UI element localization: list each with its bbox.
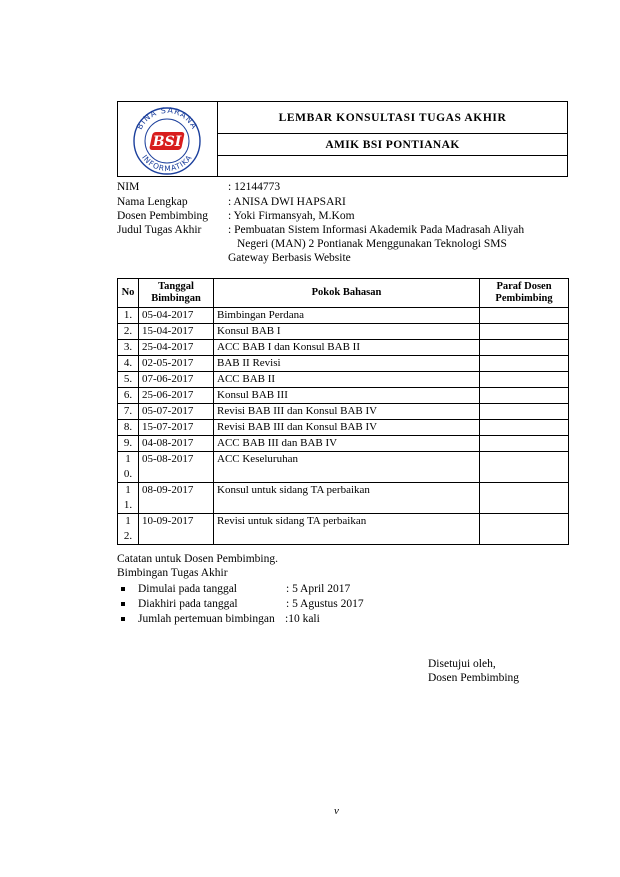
bsi-logo <box>127 103 207 175</box>
row-no: 9. <box>118 436 139 452</box>
row-date: 10-09-2017 <box>139 514 214 545</box>
table-row <box>118 436 569 452</box>
row-no: 4. <box>118 356 139 372</box>
row-signature <box>480 308 569 324</box>
row-no: 3. <box>118 340 139 356</box>
row-date: 15-04-2017 <box>139 324 214 340</box>
institution-name: AMIK BSI PONTIANAK <box>218 134 567 156</box>
table-row <box>118 340 569 356</box>
info-value-title: : Pembuatan Sistem Informasi Akademik Pada Madrasah Aliyah <box>228 224 525 236</box>
info-value-advisor: : Yoki Firmansyah, M.Kom <box>228 210 355 222</box>
table-row <box>118 324 569 340</box>
row-date: 25-04-2017 <box>139 340 214 356</box>
table-row <box>118 372 569 388</box>
info-value-nim: : 12144773 <box>228 181 281 193</box>
info-value-name: : ANISA DWI HAPSARI <box>228 196 346 208</box>
row-topic: ACC Keseluruhan <box>214 452 480 483</box>
notes-line1: Catatan untuk Dosen Pembimbing. <box>117 553 278 565</box>
row-no <box>118 452 139 483</box>
row-topic: Konsul BAB I <box>214 324 480 340</box>
row-topic: Konsul BAB III <box>214 388 480 404</box>
row-no: 2. <box>118 324 139 340</box>
table-row <box>118 388 569 404</box>
row-date: 05-07-2017 <box>139 404 214 420</box>
col-header-topic: Pokok Bahasan <box>214 279 480 308</box>
bullet-label: Diakhiri pada tanggal <box>138 598 238 610</box>
col-header-no: No <box>118 279 139 308</box>
table-row <box>118 514 569 545</box>
row-signature <box>480 420 569 436</box>
info-label-name: Nama Lengkap <box>117 196 188 208</box>
bullet-value: : 5 Agustus 2017 <box>286 598 364 610</box>
row-topic: Bimbingan Perdana <box>214 308 480 324</box>
table-row <box>118 356 569 372</box>
doc-title: LEMBAR KONSULTASI TUGAS AKHIR <box>218 102 567 134</box>
row-no-line1: 1 <box>125 453 131 465</box>
row-date: 05-08-2017 <box>139 452 214 483</box>
page-number: v <box>334 805 339 817</box>
row-no: 6. <box>118 388 139 404</box>
row-date: 02-05-2017 <box>139 356 214 372</box>
logo-text-bottom: INFORMATIKA <box>140 152 194 174</box>
col-header-signature: Paraf Dosen Pembimbing <box>480 279 569 308</box>
row-no-line1: 1 <box>125 484 131 496</box>
row-no-line2: 1. <box>123 499 133 511</box>
row-topic: Revisi untuk sidang TA perbaikan <box>214 514 480 545</box>
logo-cell <box>118 102 218 176</box>
row-no <box>118 514 139 545</box>
info-value-title-cont2: Gateway Berbasis Website <box>228 252 351 264</box>
row-date: 15-07-2017 <box>139 420 214 436</box>
info-label-advisor: Dosen Pembimbing <box>117 210 209 222</box>
table-row <box>118 420 569 436</box>
bullet-icon <box>121 602 125 606</box>
bullet-icon <box>121 617 125 621</box>
row-date: 07-06-2017 <box>139 372 214 388</box>
row-signature <box>480 483 569 514</box>
row-no-line1: 1 <box>125 515 131 527</box>
row-no-line2: 2. <box>123 530 133 542</box>
row-signature <box>480 436 569 452</box>
table-row <box>118 483 569 514</box>
row-signature <box>480 356 569 372</box>
info-label-title: Judul Tugas Akhir <box>117 224 202 236</box>
row-topic: Revisi BAB III dan Konsul BAB IV <box>214 404 480 420</box>
row-topic: ACC BAB II <box>214 372 480 388</box>
row-topic: Konsul untuk sidang TA perbaikan <box>214 483 480 514</box>
row-date: 05-04-2017 <box>139 308 214 324</box>
row-no: 7. <box>118 404 139 420</box>
row-date: 08-09-2017 <box>139 483 214 514</box>
table-row <box>118 308 569 324</box>
bullet-value: :10 kali <box>285 613 320 625</box>
row-topic: BAB II Revisi <box>214 356 480 372</box>
row-signature <box>480 514 569 545</box>
row-date: 04-08-2017 <box>139 436 214 452</box>
approved-by: Disetujui oleh, <box>428 658 496 670</box>
row-signature <box>480 452 569 483</box>
bullet-label: Dimulai pada tanggal <box>138 583 237 595</box>
row-signature <box>480 324 569 340</box>
row-no: 8. <box>118 420 139 436</box>
row-signature <box>480 404 569 420</box>
row-topic: ACC BAB III dan BAB IV <box>214 436 480 452</box>
bullet-icon <box>121 587 125 591</box>
info-value-title-cont1: Negeri (MAN) 2 Pontianak Menggunakan Teknologi SMS <box>237 238 507 250</box>
row-signature <box>480 340 569 356</box>
row-no: 5. <box>118 372 139 388</box>
row-signature <box>480 388 569 404</box>
table-header-row <box>118 279 569 308</box>
header-box <box>117 101 568 177</box>
table-row <box>118 404 569 420</box>
row-no: 1. <box>118 308 139 324</box>
bullet-value: : 5 April 2017 <box>286 583 351 595</box>
bullet-label: Jumlah pertemuan bimbingan <box>138 613 275 625</box>
info-label-nim: NIM <box>117 181 140 193</box>
col-header-date: Tanggal Bimbingan <box>139 279 214 308</box>
row-topic: ACC BAB I dan Konsul BAB II <box>214 340 480 356</box>
row-signature <box>480 372 569 388</box>
row-date: 25-06-2017 <box>139 388 214 404</box>
advisor-caption: Dosen Pembimbing <box>428 672 520 684</box>
row-topic: Revisi BAB III dan Konsul BAB IV <box>214 420 480 436</box>
notes-line2: Bimbingan Tugas Akhir <box>117 567 228 579</box>
table-row <box>118 452 569 483</box>
consultation-table <box>117 278 569 545</box>
row-no <box>118 483 139 514</box>
row-no-line2: 0. <box>123 468 133 480</box>
logo-text-top: BINA SARANA <box>134 105 200 132</box>
logo-mark: BSI <box>152 134 182 150</box>
